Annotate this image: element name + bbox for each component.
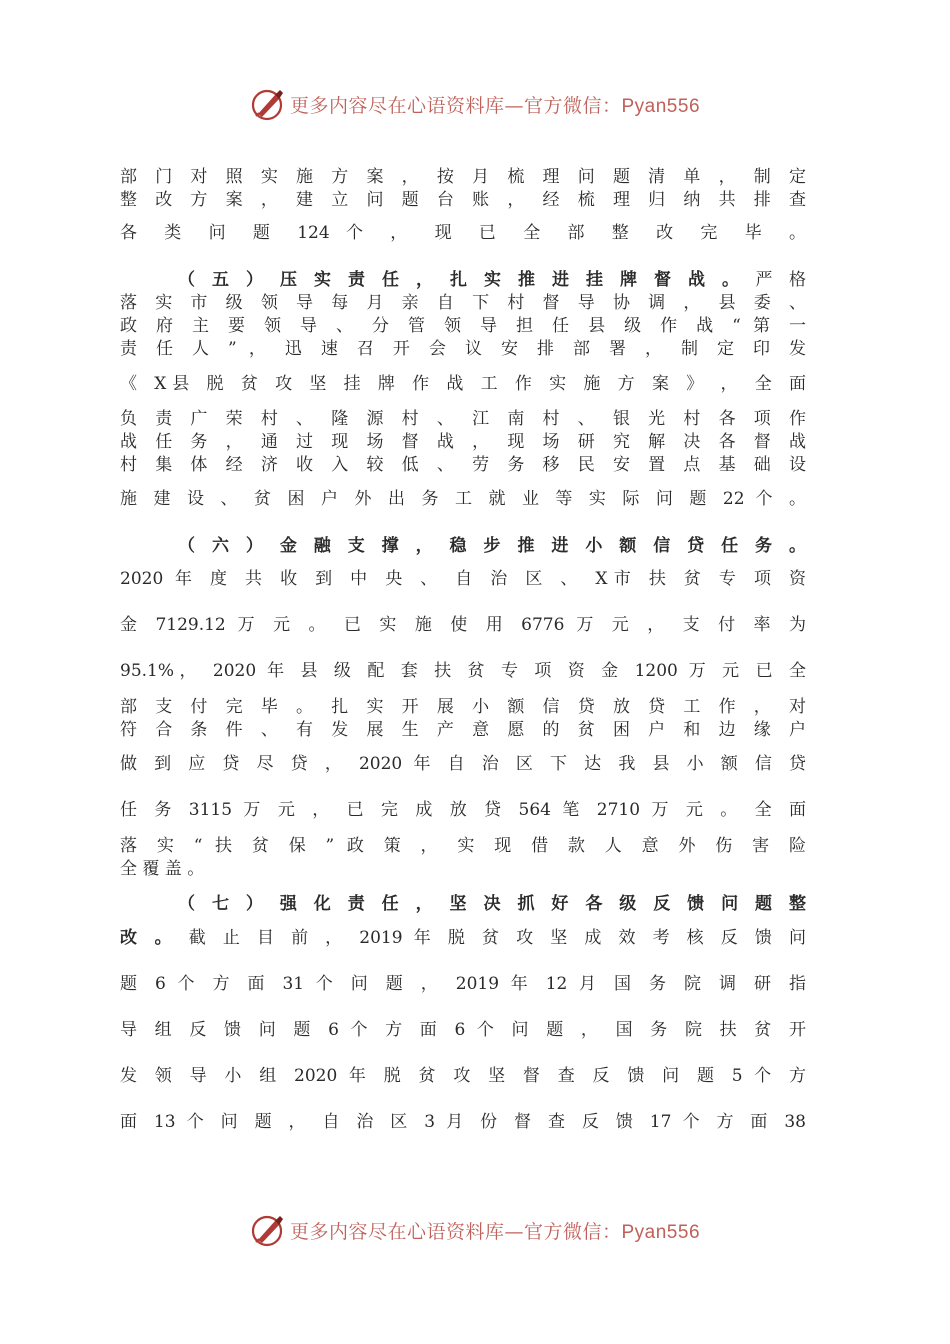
text-line: 《 X县 脱 贫 攻 坚 挂 牌 作 战 工 作 实 施 方 案 》 ， 全 面 (120, 374, 806, 394)
text-line: 村 集 体 经 济 收 入 较 低 、 劳 务 移 民 安 置 点 基 础 设 (120, 455, 806, 475)
banner-text: 更多内容尽在心语资料库—官方微信：Pyan556 (289, 94, 701, 117)
text-line: 政 府 主 要 领 导 、 分 管 领 导 担 任 县 级 作 战 “ 第 一 (120, 316, 806, 336)
section-heading-7: （ 七 ） 强 化 责 任 ， 坚 决 抓 好 各 级 反 馈 问 题 整 (178, 894, 806, 914)
pen-logo-icon (250, 86, 286, 122)
text-line: 责 任 人 ” ， 迅 速 召 开 会 议 安 排 部 署 ， 制 定 印 发 (120, 339, 806, 359)
text-line: 负 责 广 荣 村 、 隆 源 村 、 江 南 村 、 银 光 村 各 项 作 (120, 409, 806, 429)
text-line: 战 任 务 ， 通 过 现 场 督 战 ， 现 场 研 究 解 决 各 督 战 (120, 432, 806, 452)
section-heading-7-end: 改 。 (120, 928, 178, 948)
text-line: 95.1%， 2020 年 县 级 配 套 扶 贫 专 项 资 金 1200 万 元 已 全 (120, 661, 806, 681)
document-body (120, 166, 806, 1134)
text-line: 题 6 个 方 面 31 个 问 题 ， 2019 年 12 月 国 务 院 调 研 指 (120, 974, 806, 994)
text-line: 发 领 导 小 组 2020 年 脱 贫 攻 坚 督 查 反 馈 问 题 5 个 方 (120, 1066, 806, 1086)
text-line: 改 。 截 止 目 前 ， 2019 年 脱 贫 攻 坚 成 效 考 核 反 馈 问 (120, 928, 806, 948)
text-line: 各 类 问 题 124 个 ， 现 已 全 部 整 改 完 毕 。 (120, 223, 806, 243)
text-line: 任 务 3115 万 元 ， 已 完 成 放 贷 564 笔 2710 万 元 。 全 面 (120, 800, 806, 820)
section-heading-line: （ 五 ） 压 实 责 任 ， 扎 实 推 进 挂 牌 督 战 。 严 格 (178, 270, 806, 290)
text-line: 部 门 对 照 实 施 方 案 ， 按 月 梳 理 问 题 清 单 ， 制 定 (120, 167, 806, 187)
text-line: 落 实 “ 扶 贫 保 ” 政 策 ， 实 现 借 款 人 意 外 伤 害 险 (120, 836, 806, 856)
text-line: 做 到 应 贷 尽 贷 ， 2020 年 自 治 区 下 达 我 县 小 额 信 贷 (120, 754, 806, 774)
wechat-id: Pyan556 (621, 1221, 701, 1243)
text-line: 落 实 市 级 领 导 每 月 亲 自 下 村 督 导 协 调 ， 县 委 、 (120, 293, 806, 313)
text-line: 符 合 条 件 、 有 发 展 生 产 意 愿 的 贫 困 户 和 边 缘 户 (120, 720, 806, 740)
text-line: 全 覆 盖 。 (120, 859, 205, 879)
text-line: 导 组 反 馈 问 题 6 个 方 面 6 个 问 题 ， 国 务 院 扶 贫 开 (120, 1020, 806, 1040)
wechat-id: Pyan556 (621, 95, 701, 117)
header-banner (0, 84, 950, 124)
section-heading-6: （ 六 ） 金 融 支 撑 ， 稳 步 推 进 小 额 信 贷 任 务 。 (178, 536, 806, 556)
text-line: 面 13 个 问 题 ， 自 治 区 3 月 份 督 查 反 馈 17 个 方 面 38 (120, 1112, 806, 1132)
text-line: 部 支 付 完 毕 。 扎 实 开 展 小 额 信 贷 放 贷 工 作 ， 对 (120, 697, 806, 717)
footer-banner (0, 1210, 950, 1250)
banner-text: 更多内容尽在心语资料库—官方微信：Pyan556 (289, 1220, 701, 1243)
text-line: 金 7129.12 万 元 。 已 实 施 使 用 6776 万 元 ， 支 付 率 为 (120, 615, 806, 635)
text-line: 整 改 方 案 ， 建 立 问 题 台 账 ， 经 梳 理 归 纳 共 排 查 (120, 190, 806, 210)
text-line: 施 建 设 、 贫 困 户 外 出 务 工 就 业 等 实 际 问 题 22 个 。 (120, 489, 806, 509)
section-heading-5: （ 五 ） 压 实 责 任 ， 扎 实 推 进 挂 牌 督 战 。 (178, 270, 745, 290)
text-line: 2020 年 度 共 收 到 中 央 、 自 治 区 、 X市 扶 贫 专 项 资 (120, 569, 806, 589)
pen-logo-icon (250, 1212, 286, 1248)
